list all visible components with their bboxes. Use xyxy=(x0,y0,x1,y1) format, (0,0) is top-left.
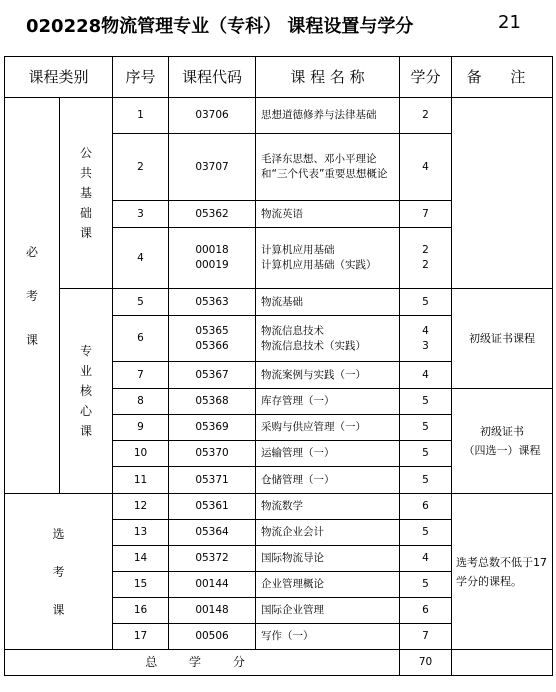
title-bar xyxy=(0,0,556,46)
row-no: 11 xyxy=(113,467,169,494)
row-credits: 4 xyxy=(400,546,452,572)
header-remark: 备 注 xyxy=(452,57,553,98)
category-char: 必 xyxy=(25,244,38,259)
header-name: 课 程 名 称 xyxy=(256,57,400,98)
row-no: 16 xyxy=(113,598,169,624)
category-char: 础 xyxy=(80,206,93,220)
row-code: 05361 xyxy=(169,494,256,520)
row-course-name: 物流企业会计 xyxy=(256,520,400,546)
row-credits: 7 xyxy=(400,624,452,650)
row-no: 9 xyxy=(113,415,169,441)
table-row xyxy=(5,98,553,134)
row-code: 05362 xyxy=(169,201,256,228)
category-char: 考 xyxy=(52,564,65,579)
row-credits: 5 xyxy=(400,415,452,441)
row-course-name: 物流信息技术（实践） xyxy=(261,339,367,352)
category-char: 心 xyxy=(80,404,93,418)
page-number: 21 xyxy=(498,12,521,33)
row-code: 05367 xyxy=(169,362,256,389)
total-row xyxy=(5,650,553,676)
row-code: 00506 xyxy=(169,624,256,650)
row-credits: 7 xyxy=(400,201,452,228)
row-course-name: 思想道德修养与法律基础 xyxy=(256,98,400,134)
row-code: 05363 xyxy=(169,289,256,316)
row-code: 05368 xyxy=(169,389,256,415)
row-no: 10 xyxy=(113,441,169,467)
total-value: 70 xyxy=(400,650,452,676)
table-row xyxy=(5,289,553,316)
remark-line: 初级证书 xyxy=(480,425,525,438)
category-elective xyxy=(5,494,113,650)
row-code: 03706 xyxy=(169,98,256,134)
row-no: 3 xyxy=(113,201,169,228)
total-label: 总 学 分 xyxy=(5,650,400,676)
total-remark-empty xyxy=(452,650,553,676)
category-public-basic xyxy=(60,98,113,289)
category-professional-core xyxy=(60,289,113,494)
category-char: 考 xyxy=(25,288,38,303)
row-no: 2 xyxy=(113,134,169,201)
row-course-name: 仓储管理（一） xyxy=(256,467,400,494)
row-course-name: 物流英语 xyxy=(256,201,400,228)
category-required xyxy=(5,98,60,494)
row-code: 00019 xyxy=(195,259,229,271)
row-no: 5 xyxy=(113,289,169,316)
row-credits: 5 xyxy=(400,467,452,494)
row-codes xyxy=(169,228,256,289)
row-credits: 4 xyxy=(400,134,452,201)
row-no: 15 xyxy=(113,572,169,598)
row-code: 00144 xyxy=(169,572,256,598)
row-course-name: 运输管理（一） xyxy=(256,441,400,467)
row-course-name: 国际企业管理 xyxy=(256,598,400,624)
row-credits: 2 xyxy=(422,259,429,271)
row-course-names xyxy=(256,228,400,289)
row-course-name: 物流信息技术 xyxy=(261,324,325,337)
row-no: 14 xyxy=(113,546,169,572)
table-row xyxy=(5,494,553,520)
row-code: 05372 xyxy=(169,546,256,572)
row-course-name: 物流基础 xyxy=(256,289,400,316)
row-credits: 5 xyxy=(400,441,452,467)
remark-entry-certificate: 初级证书课程 xyxy=(452,289,553,389)
category-char: 选 xyxy=(52,526,65,541)
category-char: 课 xyxy=(80,226,93,240)
row-course-name: 采购与供应管理（一） xyxy=(256,415,400,441)
row-course-name: 写作（一） xyxy=(256,624,400,650)
row-credits: 4 xyxy=(422,324,429,337)
course-table xyxy=(4,56,553,676)
row-code: 05369 xyxy=(169,415,256,441)
header-code: 课程代码 xyxy=(169,57,256,98)
category-char: 基 xyxy=(80,186,93,200)
remark-line: （四选一）课程 xyxy=(463,444,541,457)
row-credits: 6 xyxy=(400,598,452,624)
row-credits: 3 xyxy=(422,339,429,352)
category-char: 核 xyxy=(80,384,93,398)
row-credits: 6 xyxy=(400,494,452,520)
row-credits-group xyxy=(400,316,452,362)
row-course-name: 库存管理（一） xyxy=(256,389,400,415)
row-credits: 5 xyxy=(400,520,452,546)
row-no: 8 xyxy=(113,389,169,415)
row-code: 00148 xyxy=(169,598,256,624)
row-credits: 5 xyxy=(400,389,452,415)
header-category: 课程类别 xyxy=(5,57,113,98)
category-char: 课 xyxy=(52,602,65,617)
category-char: 课 xyxy=(80,424,93,438)
row-no: 7 xyxy=(113,362,169,389)
row-code: 05366 xyxy=(195,339,229,352)
document-title: 020228物流管理专业（专科） 课程设置与学分 xyxy=(26,16,414,37)
row-no: 17 xyxy=(113,624,169,650)
row-code: 05371 xyxy=(169,467,256,494)
row-no: 12 xyxy=(113,494,169,520)
category-char: 公 xyxy=(80,146,93,160)
row-credits: 5 xyxy=(400,572,452,598)
row-code: 03707 xyxy=(169,134,256,201)
header-credits: 学分 xyxy=(400,57,452,98)
remark-elective: 选考总数不低于17学分的课程。 xyxy=(452,494,553,650)
row-course-name: 物流数学 xyxy=(256,494,400,520)
row-credits: 5 xyxy=(400,289,452,316)
row-course-name: 毛泽东思想、邓小平理论和“三个代表”重要思想概论 xyxy=(256,134,400,201)
row-course-name: 计算机应用基础（实践） xyxy=(261,259,377,271)
row-no: 4 xyxy=(113,228,169,289)
row-no: 6 xyxy=(113,316,169,362)
row-code: 00018 xyxy=(195,244,229,256)
category-char: 共 xyxy=(80,166,93,180)
row-course-name: 计算机应用基础 xyxy=(261,244,335,256)
category-char: 业 xyxy=(80,364,93,378)
row-course-name: 企业管理概论 xyxy=(256,572,400,598)
row-code: 05364 xyxy=(169,520,256,546)
row-course-name: 物流案例与实践（一） xyxy=(256,362,400,389)
row-credits: 2 xyxy=(400,98,452,134)
row-course-name: 国际物流导论 xyxy=(256,546,400,572)
row-course-names xyxy=(256,316,400,362)
remark-entry-certificate-choose xyxy=(452,389,553,494)
row-no: 1 xyxy=(113,98,169,134)
row-code: 05365 xyxy=(195,324,229,337)
row-credits: 4 xyxy=(400,362,452,389)
remark-empty-public xyxy=(452,98,553,289)
row-credits: 2 xyxy=(422,244,429,256)
row-code: 05370 xyxy=(169,441,256,467)
row-codes xyxy=(169,316,256,362)
header-row xyxy=(5,57,553,98)
category-char: 课 xyxy=(25,332,38,347)
category-char: 专 xyxy=(80,344,93,358)
header-no: 序号 xyxy=(113,57,169,98)
row-credits-group xyxy=(400,228,452,289)
row-no: 13 xyxy=(113,520,169,546)
